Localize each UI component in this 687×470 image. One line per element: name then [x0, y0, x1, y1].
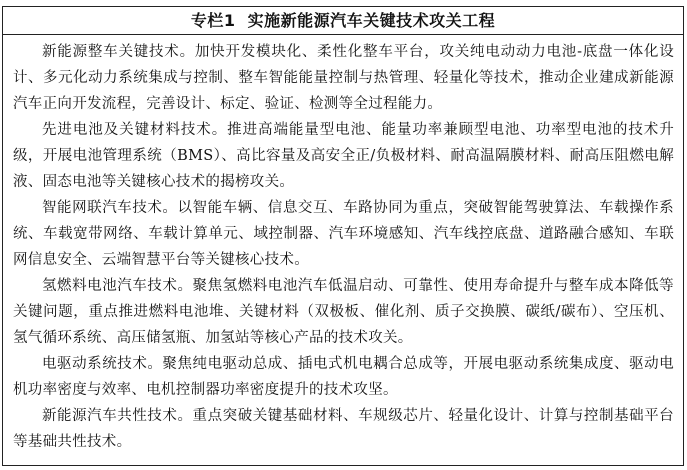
- paragraph-connected-vehicle-tech: 智能网联汽车技术。以智能车辆、信息交互、车路协同为重点，突破智能驾驶算法、车载操作系统、车载宽带网络、车载计算单元、域控制器、汽车环境感知、汽车线控底盘、道路融合感知、车联网信息安全、云端智慧平台等关键核心技术。: [13, 200, 674, 268]
- box-body: [3, 35, 683, 455]
- box-title: [3, 7, 683, 35]
- paragraph-electric-drive-tech: 电驱动系统技术。聚焦纯电驱动总成、插电式机电耦合总成等，开展电驱动系统集成度、驱动电机功率密度与效率、电机控制器功率密度提升的技术攻坚。: [13, 356, 674, 398]
- box-title-number: 专栏1: [190, 11, 236, 30]
- paragraph-fuel-cell-tech: 氢燃料电池汽车技术。聚焦氢燃料电池汽车低温启动、可靠性、使用寿命提升与整车成本降低等关键问题，重点推进燃料电池堆、关键材料（双极板、催化剂、质子交换膜、碳纸/碳布）、空压机、氢气循环系统、高压储氢瓶、加氢站等核心产品的技术攻关。: [13, 278, 674, 346]
- column-box: [2, 6, 684, 466]
- box-title-text: 实施新能源汽车关键技术攻关工程: [247, 11, 496, 30]
- paragraph-common-tech: 新能源汽车共性技术。重点突破关键基础材料、车规级芯片、轻量化设计、计算与控制基础平台等基础共性技术。: [13, 408, 674, 450]
- paragraph-vehicle-tech: 新能源整车关键技术。加快开发模块化、柔性化整车平台，攻关纯电动动力电池-底盘一体化设计、多元化动力系统集成与控制、整车智能能量控制与热管理、轻量化等技术，推动企业建成新能源汽车正向开发流程，完善设计、标定、验证、检测等全过程能力。: [13, 44, 674, 112]
- paragraph-battery-tech: 先进电池及关键材料技术。推进高端能量型电池、能量功率兼顾型电池、功率型电池的技术升级，开展电池管理系统（BMS）、高比容量及高安全正/负极材料、耐高温隔膜材料、耐高压阻燃电解液、固态电池等关键核心技术的揭榜攻关。: [13, 122, 674, 190]
